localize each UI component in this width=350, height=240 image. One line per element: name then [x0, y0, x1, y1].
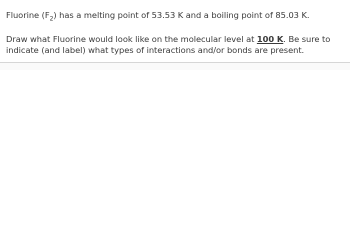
question-intro: [6, 10, 346, 25]
prompt-emphasis: 100 K: [256, 34, 284, 45]
intro-prefix: Fluorine (F: [6, 10, 50, 20]
answer-area[interactable]: [0, 62, 350, 70]
prompt-after: . Be sure to: [283, 34, 331, 45]
intro-suffix: ) has a melting point of 53.53 K and a boiling point of 85.03 K.: [53, 10, 310, 20]
question-prompt-line1: [6, 34, 346, 45]
intro-subscript: 2: [49, 15, 54, 23]
prompt-before: Draw what Fluorine would look like on the molecular level at: [6, 34, 257, 45]
question-prompt-line2: indicate (and label) what types of interactions and/or bonds are present.: [6, 44, 305, 55]
question-text: [6, 10, 346, 55]
